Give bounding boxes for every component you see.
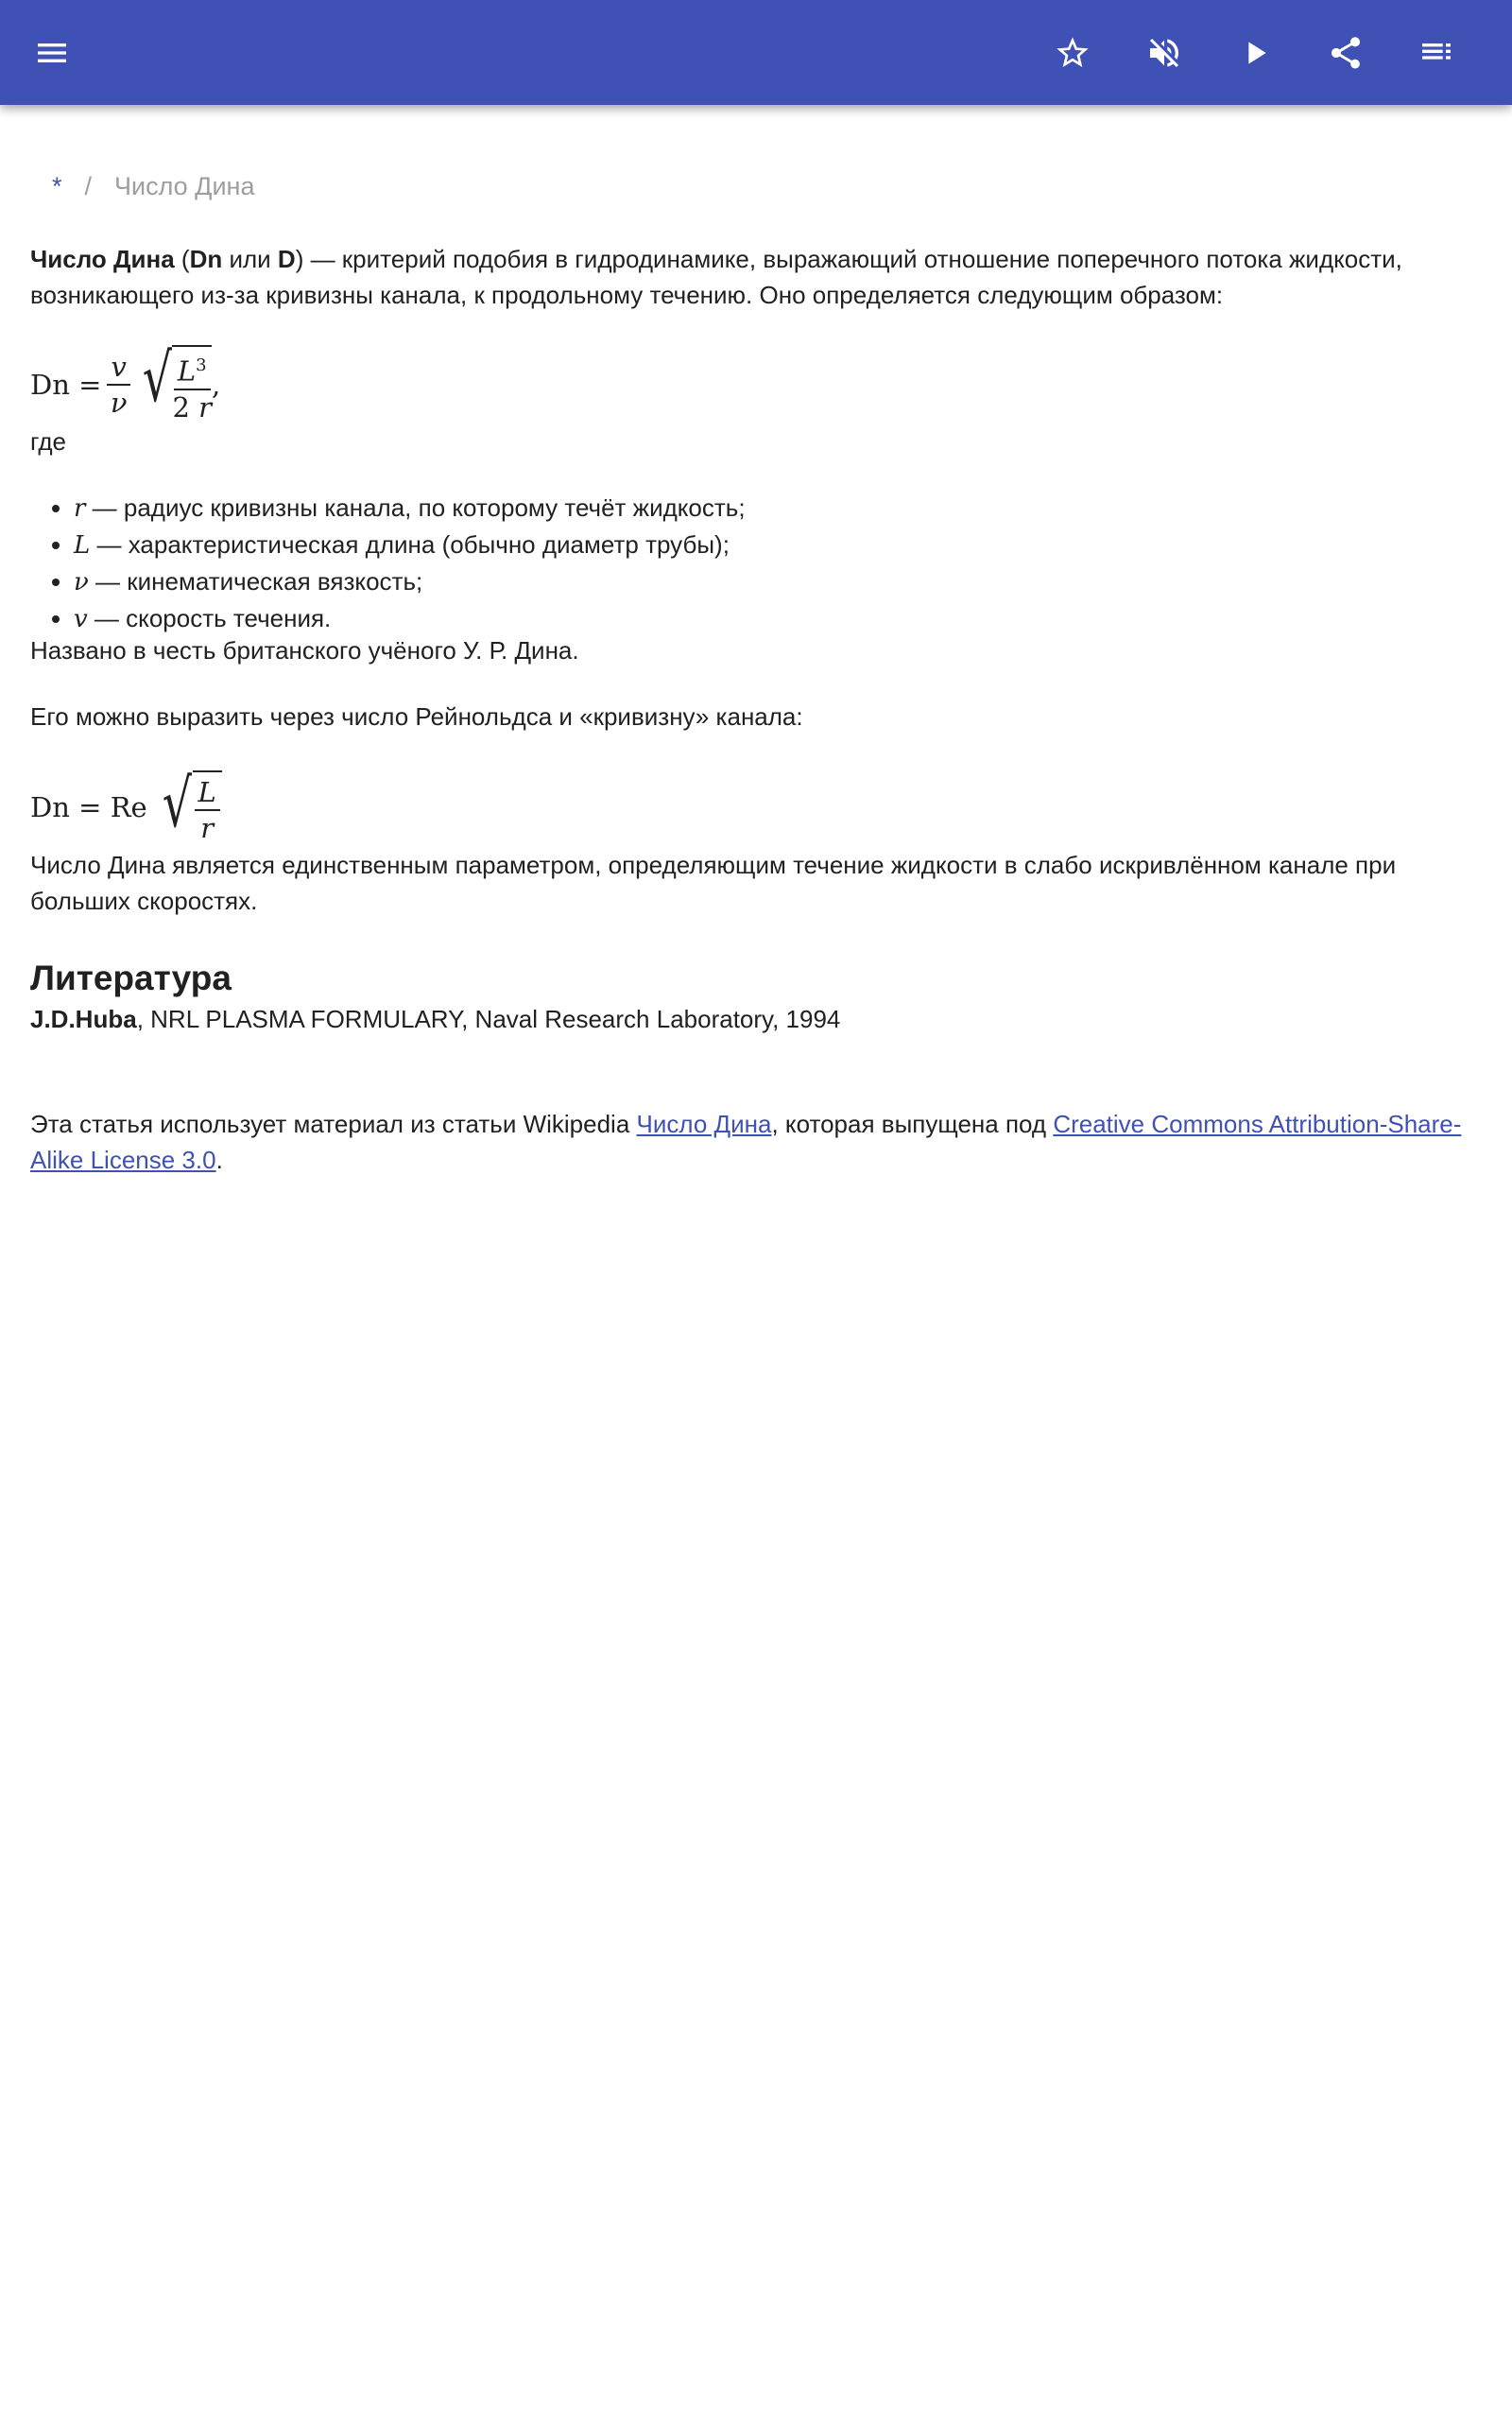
fraction	[107, 350, 129, 420]
list-item	[74, 490, 1486, 527]
text: (	[174, 245, 190, 273]
wikipedia-article-link[interactable]: Число Дина	[636, 1110, 772, 1138]
playlist-icon[interactable]	[1418, 34, 1455, 72]
breadcrumb-home-link[interactable]: *	[52, 172, 62, 200]
math-eq: =	[78, 791, 102, 823]
reynolds-symbol: Re	[110, 791, 147, 823]
breadcrumb	[52, 168, 1507, 204]
math-eq: =	[78, 369, 102, 401]
numerator: L	[195, 775, 220, 811]
where-text: где	[30, 427, 66, 456]
symbol: ν	[74, 568, 89, 596]
denominator: ν	[110, 387, 128, 419]
formula-reynolds	[30, 764, 1486, 851]
license-link[interactable]: Creative Commons Attribution-Share-Alike License 3.0	[30, 1110, 1462, 1174]
abbr: D	[277, 245, 296, 273]
reference: , NRL PLASMA FORMULARY, Naval Research Laboratory, 1994	[136, 1005, 841, 1033]
sqrt	[136, 339, 213, 424]
definition: — радиус кривизны канала, по которому течёт жидкость;	[85, 493, 746, 522]
symbol: v	[74, 605, 88, 633]
math-lhs: Dn	[30, 791, 70, 823]
author: J.D.Huba	[30, 1005, 137, 1033]
text: ) — критерий подобия в гидродинамике, выражающий отношение поперечного потока жидкости, возникающего из-за кривизны канала, к продольному течению. Оно определяется следующим образом:	[30, 245, 1402, 309]
formula-dean	[30, 339, 1486, 427]
symbol: L	[74, 531, 91, 560]
term: Число Дина	[30, 245, 175, 273]
literature-heading: Литература	[30, 959, 232, 997]
radical-sign: √	[142, 339, 172, 418]
text: или	[222, 245, 278, 273]
license-footer	[30, 1106, 1486, 1178]
breadcrumb-separator: /	[84, 172, 93, 200]
intro-paragraph	[30, 241, 1486, 313]
list-item	[74, 527, 1486, 563]
variable: r	[198, 390, 213, 424]
radical-sign: √	[162, 764, 192, 842]
definition: — характеристическая длина (обычно диаметр трубы);	[90, 530, 730, 559]
text: Эта статья использует материал из статьи Wikipedia	[30, 1110, 637, 1138]
list-item	[74, 563, 1486, 600]
exponent: 3	[196, 355, 207, 376]
menu-icon[interactable]	[33, 34, 71, 72]
comma: ,	[212, 369, 221, 401]
star-icon[interactable]	[1054, 34, 1091, 72]
numerator: L	[177, 354, 197, 388]
play-icon[interactable]	[1236, 34, 1274, 72]
literature-section	[30, 958, 1486, 1037]
sqrt	[156, 764, 222, 845]
coef: 2	[172, 390, 190, 424]
denominator: r	[200, 811, 215, 844]
share-icon[interactable]	[1327, 34, 1365, 72]
symbol: r	[74, 494, 86, 523]
definition: — кинематическая вязкость;	[88, 567, 423, 596]
text: , которая выпущена под	[771, 1110, 1054, 1138]
dean-paragraph: Число Дина является единственным параметром, определяющим течение жидкости в слабо искривлённом канале при больших скоростях.	[30, 851, 1397, 915]
definitions-list	[30, 490, 1486, 637]
text: .	[215, 1146, 223, 1174]
reynolds-intro: Его можно выразить через число Рейнольдса и «кривизну» канала:	[30, 702, 803, 731]
abbr: Dn	[189, 245, 223, 273]
volume-off-icon[interactable]	[1145, 34, 1183, 72]
named-paragraph: Названо в честь британского учёного У. Р. Дина.	[30, 636, 579, 665]
breadcrumb-current: Число Дина	[114, 172, 255, 200]
numerator: v	[107, 350, 129, 386]
math-lhs: Dn	[30, 369, 70, 401]
definition: — скорость течения.	[87, 604, 332, 632]
app-bar	[0, 0, 1512, 105]
